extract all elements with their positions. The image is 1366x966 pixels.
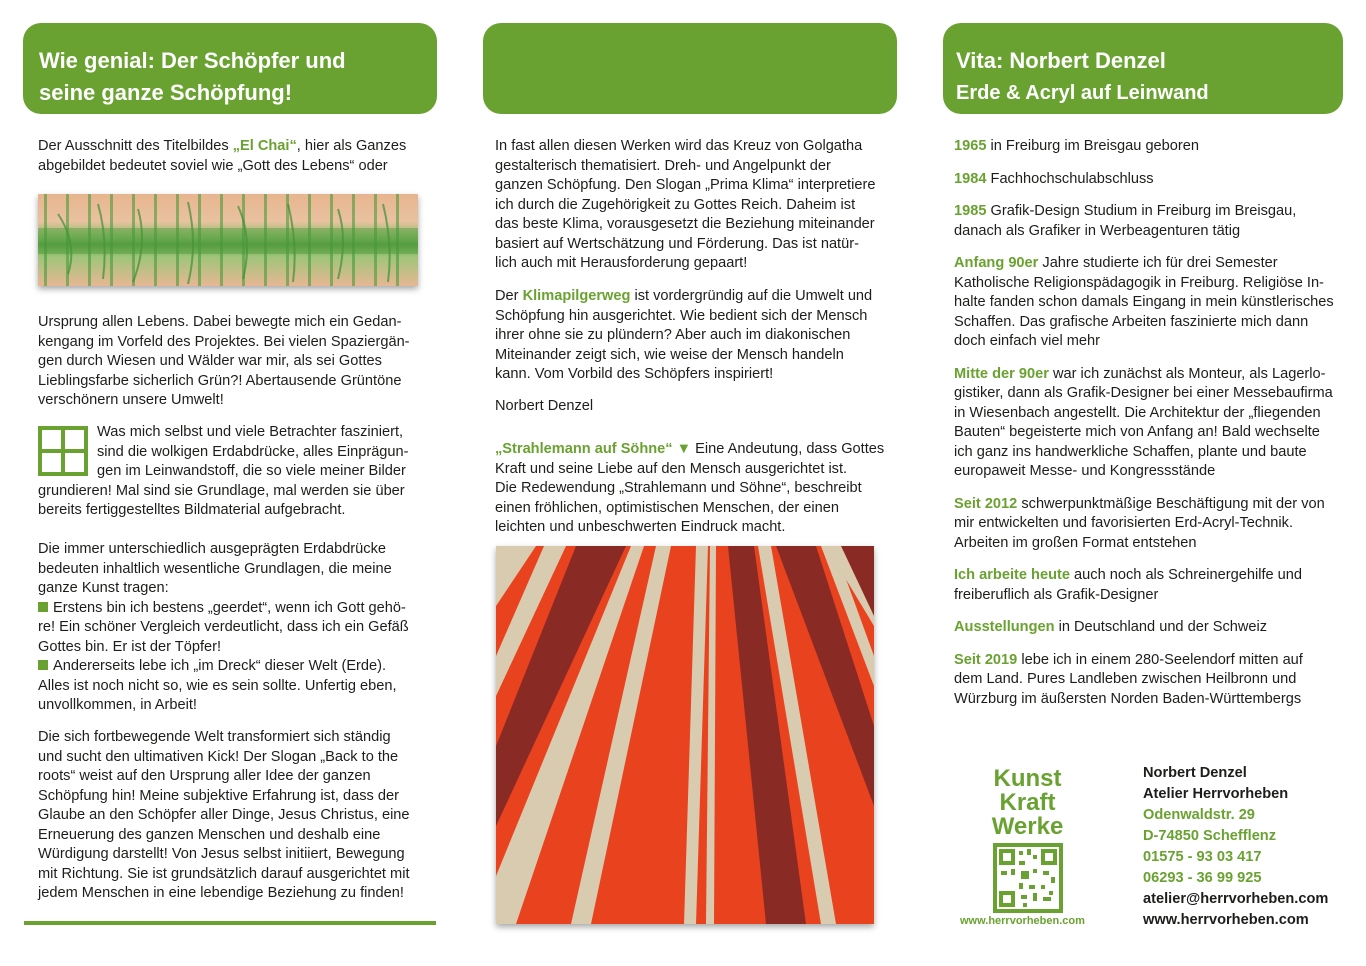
text-line: leichten und unbeschwerten Eindruck macht.: [495, 519, 786, 535]
vita-entry: [954, 365, 1344, 482]
text-line: einen fröhlichen, optimistischen Menschen, der einen: [495, 499, 839, 516]
text-line: ich durch die Zugehörigkeit zu Gottes Reich. Daheim ist: [495, 196, 856, 213]
vita-year: 1984: [954, 170, 987, 187]
text-line: gistiker, dann als Grafik-Designer bei einer Messebaufirma: [954, 385, 1333, 401]
text-line: Ursprung allen Lebens. Dabei bewegte mich ein Gedan-: [38, 314, 402, 330]
text-line: [954, 651, 1344, 671]
header-banner-left: [23, 23, 437, 114]
text-line: [954, 137, 1344, 157]
text-fragment: Fachhochschulabschluss: [986, 170, 1154, 187]
text-line: jedem Menschen in eine lebendige Beziehung zu finden!: [38, 885, 404, 901]
text-line: Würdigung darstellt! Von Jesus selbst initiiert, Bewegung: [38, 846, 405, 862]
text-line: [954, 254, 1344, 274]
text-line: Katholische Religionspädagogik in Freiburg. Religiöse In-: [954, 274, 1324, 291]
text-fragment: in Freiburg im Breisgau geboren: [986, 138, 1199, 154]
text-line: Lieblingsfarbe sicherlich Grün?! Abertausende Grüntöne: [38, 372, 402, 389]
text-fragment: Der: [495, 288, 523, 304]
text-line: Andererseits lebe ich „im Dreck“ dieser Welt (Erde).: [53, 658, 387, 674]
text-line: danach als Grafiker in Werbeagenturen tätig: [954, 222, 1241, 239]
text-line: In fast allen diesen Werken wird das Kreuz von Golgatha: [495, 138, 863, 154]
text-line: gen im Leinwandstoff, die so viele meiner Bilder: [97, 463, 406, 479]
text-line: Bauten“ begeisterte mich von Anfang an! Bald wechselte: [954, 424, 1320, 440]
el-chai-artwork-image: [38, 194, 418, 286]
text-line: gestalterisch thematisiert. Dreh- und Angelpunkt der: [495, 157, 831, 174]
text-line: Schöpfung hin ausgerichtet. Wie bedient sich der Mensch: [495, 307, 868, 324]
bullet-square-icon: [38, 602, 48, 612]
text-line: [954, 495, 1344, 515]
contact-phone2[interactable]: 06293 - 36 99 925: [1143, 870, 1262, 886]
header-banner-middle: [483, 23, 897, 114]
text-line: verschönern unsere Umwelt!: [38, 392, 224, 408]
intro-text: [38, 137, 428, 176]
vita-year: Seit 2012: [954, 495, 1018, 512]
text-line: [954, 170, 1344, 190]
vita-title: Vita: Norbert Denzel: [956, 48, 1166, 73]
text-line: Schaffen. Das grafische Arbeiten faszinierte mich dann: [954, 313, 1309, 330]
text-line: das beste Klima, vorausgesetzt die Beziehung miteinander: [495, 216, 875, 232]
contact-web-link[interactable]: www.herrvorheben.com: [1143, 912, 1309, 928]
contact-atelier: Atelier Herrvorheben: [1143, 786, 1289, 802]
text-line: roots“ weist auf den Ursprung aller Idee der ganzen: [38, 768, 371, 784]
contact-block: [1143, 763, 1328, 931]
text-line: Miteinander zeigt sich, wie weise der Mensch handeln: [495, 346, 844, 363]
text-line: ihrer ohne sie zu plündern? Aber auch im diakonischen: [495, 327, 851, 343]
text-fragment: auch noch als Schreinergehilfe und: [1069, 567, 1303, 583]
text-line: kengang im Vorfeld des Projektes. Bei vielen Spaziergän-: [38, 333, 410, 350]
text-fragment: in Deutschland und der Schweiz: [1054, 619, 1268, 635]
intro-line2: abgebildet bedeutet soviel wie „Gott des Lebens“ oder: [38, 157, 388, 174]
klimapilgerweg-highlight: Klimapilgerweg: [522, 288, 631, 304]
header-banner-right: [943, 23, 1343, 114]
text-line: ganze Kunst tragen:: [38, 580, 169, 596]
text-line: Erstens bin ich bestens „geerdet“, wenn ich Gott gehö-: [53, 599, 406, 616]
contact-email-link[interactable]: atelier@herrvorheben.com: [1143, 891, 1329, 907]
vita-year: 1985: [954, 203, 987, 219]
qr-code-icon: [993, 843, 1063, 913]
text-line: und sucht den ultimativen Kick! Der Slogan „Back to the: [38, 748, 399, 765]
text-line: ich ganz ins handwerkliche Schaffen, plante und baute: [954, 443, 1307, 460]
header-title-line1: Wie genial: Der Schöpfer und: [39, 48, 346, 73]
signature: Norbert Denzel: [495, 398, 594, 414]
bullet-item: [38, 657, 433, 677]
text-line: [495, 287, 885, 307]
text-line: Die Redewendung „Strahlemann und Söhne“, beschreibt: [495, 480, 862, 496]
text-line: bereits fertiggestelltes Bildmaterial aufgebracht.: [38, 502, 346, 518]
text-line: freiberuflich als Grafik-Designer: [954, 586, 1159, 603]
vita-year: Ausstellungen: [954, 619, 1055, 635]
text-line: Gottes bin. Er ist der Töpfer!: [38, 638, 222, 655]
text-line: basiert auf Wertschätzung und Förderung. Das ist natür-: [495, 235, 859, 252]
strahlemann-artwork-image: [496, 546, 874, 924]
vita-year: Ich arbeite heute: [954, 567, 1070, 583]
text-line: Die immer unterschiedlich ausgeprägten Erdabdrücke: [38, 541, 386, 557]
text-line: Alles ist noch nicht so, wie es sein sollte. Unfertig eben,: [38, 677, 397, 694]
logo-line2: Kraft: [999, 789, 1056, 816]
vita-entry: [954, 137, 1344, 157]
text-line: kann. Vom Vorbild des Schöpfers inspiriert!: [495, 366, 774, 382]
vita-year: Anfang 90er: [954, 255, 1039, 271]
bullet-item: [38, 599, 433, 619]
text-line: mit Richtung. Sie ist grundsätzlich darauf ausgerichtet mit: [38, 865, 410, 882]
text-line: Kraft und seine Liebe auf den Mensch ausgerichtet ist.: [495, 460, 848, 477]
text-line: Arbeiten im großen Format entstehen: [954, 534, 1197, 551]
artwork-caption: [495, 440, 885, 538]
text-line: re! Ein schöner Vergleich verdeutlicht, dass ich ein Gefäß: [38, 619, 409, 635]
text-line: Würzburg im äußersten Norden Baden-Württembergs: [954, 690, 1302, 707]
vita-subtitle: Erde & Acryl auf Leinwand: [956, 82, 1209, 104]
el-chai-artwork-texture: [38, 194, 418, 286]
strahlemann-artwork-rays: [496, 546, 874, 924]
text-line: Schöpfung hin! Meine subjektive Erfahrung ist, dass der: [38, 787, 399, 804]
bullet-square-icon: [38, 660, 48, 670]
intro-post: , hier als Ganzes: [296, 138, 407, 154]
text-fragment: Jahre studierte ich für drei Semester: [1038, 255, 1278, 271]
text-line: grundieren! Mal sind sie Grundlage, mal werden sie über: [38, 482, 405, 499]
vita-entry: [954, 651, 1344, 710]
text-line: gen durch Wiesen und Wälder war mir, als sei Gottes: [38, 353, 382, 369]
vita-year: Seit 2019: [954, 651, 1018, 668]
vita-entry: [954, 170, 1344, 190]
text-line: unvollkommen, in Arbeit!: [38, 697, 197, 713]
logo-url[interactable]: www.herrvorheben.com: [960, 915, 1085, 927]
text-line: [954, 202, 1344, 222]
kunst-kraft-werke-logo: [985, 767, 1070, 839]
text-line: lich auch mit Herausforderung gepaart!: [495, 255, 748, 271]
text-fragment: war ich zunächst als Monteur, als Lagerlo-: [1048, 365, 1326, 382]
text-line: Glaube an den Schöpfer aller Dinge, Jesus Christus, eine: [38, 807, 410, 823]
qr-code-pattern: [997, 847, 1059, 909]
text-line: halte fanden schon damals Eingang in mein künstlerisches: [954, 294, 1334, 310]
text-line: Erneuerung des ganzen Menschen und deshalb eine: [38, 826, 381, 843]
col2-paragraph-1: [495, 137, 885, 274]
col1-paragraph-1: [38, 313, 433, 411]
text-line: mir entwickelten und favorisierten Erd-Acryl-Technik.: [954, 515, 1294, 531]
title-highlight: „El Chai“: [232, 138, 297, 154]
intro-pre: Der Ausschnitt des Titelbildes: [38, 138, 233, 154]
text-fragment: Eine Andeutung, dass Gottes: [691, 441, 885, 457]
text-line: [495, 440, 885, 460]
contact-street: Odenwaldstr. 29: [1143, 807, 1255, 823]
text-line: sind die wolkigen Erdabdrücke, alles Einprägun-: [97, 443, 409, 460]
text-line: Was mich selbst und viele Betrachter fasziniert,: [97, 424, 404, 440]
text-line: [954, 618, 1344, 638]
header-title-line2: seine ganze Schöpfung!: [39, 80, 293, 105]
text-fragment: ist vordergründig auf die Umwelt und: [630, 288, 873, 304]
text-line: Die sich fortbewegende Welt transformiert sich ständig: [38, 729, 391, 745]
artwork-title-highlight: „Strahlemann auf Söhne“ ▼: [495, 441, 692, 457]
contact-name: Norbert Denzel: [1143, 765, 1247, 781]
vita-year: 1965: [954, 138, 987, 154]
vita-entry: [954, 254, 1344, 352]
text-fragment: lebe ich in einem 280-Seelendorf mitten auf: [1017, 651, 1303, 668]
vita-entry: [954, 202, 1344, 241]
logo-line1: Kunst: [993, 765, 1062, 792]
vita-year: Mitte der 90er: [954, 365, 1049, 382]
text-line: europaweit Messe- und Kongressstände: [954, 463, 1216, 479]
text-line: in Wiesenbach angestellt. Die Architektur der „fliegenden: [954, 404, 1321, 421]
text-fragment: schwerpunktmäßige Beschäftigung mit der von: [1017, 495, 1325, 512]
contact-city: D-74850 Schefflenz: [1143, 828, 1277, 844]
contact-phone1[interactable]: 01575 - 93 03 417: [1143, 849, 1262, 865]
col1-paragraph-3: [38, 540, 433, 716]
text-fragment: Grafik-Design Studium in Freiburg im Breisgau,: [986, 203, 1297, 219]
text-line: dem Land. Pures Landleben zwischen Heilbronn und: [954, 671, 1297, 687]
footer-divider: [24, 921, 436, 925]
text-line: [954, 566, 1344, 586]
col1-paragraph-2: [38, 423, 433, 521]
logo-line3: Werke: [991, 813, 1064, 840]
text-line: [954, 365, 1344, 385]
col1-paragraph-4: [38, 728, 433, 904]
vita-entry: [954, 495, 1344, 554]
vita-entry: [954, 618, 1344, 638]
text-line: ganzen Schöpfung. Den Slogan „Prima Klima“ interpretiere: [495, 177, 876, 193]
col2-paragraph-2: [495, 287, 885, 385]
vita-entry: [954, 566, 1344, 605]
text-line: doch einfach viel mehr: [954, 333, 1101, 349]
vita-list: [954, 137, 1344, 709]
text-line: bedeuten inhaltlich wesentliche Grundlagen, die meine: [38, 560, 392, 577]
